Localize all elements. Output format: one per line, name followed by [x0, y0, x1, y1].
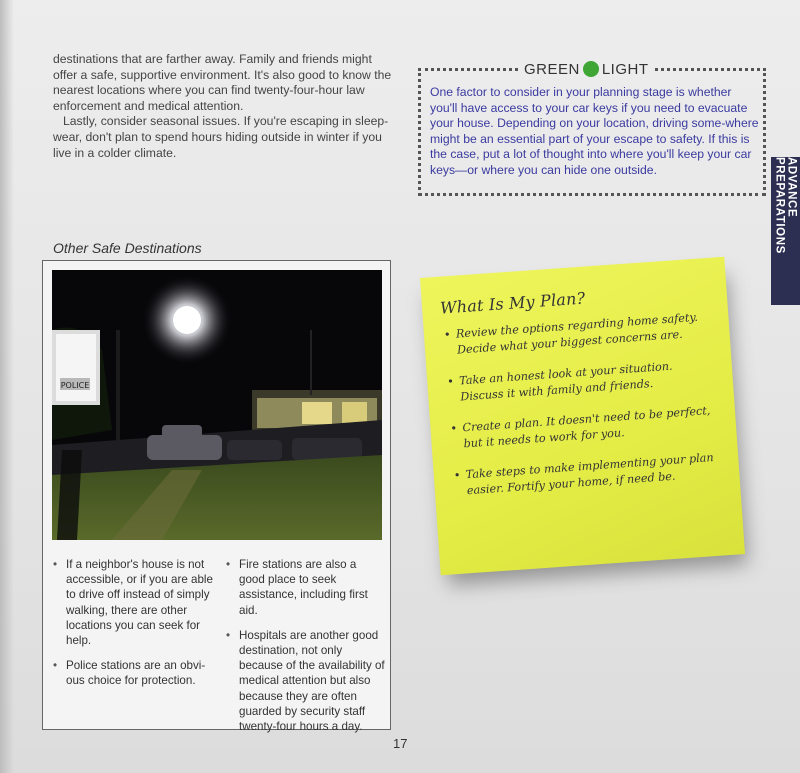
green-light-dot-icon — [583, 61, 599, 77]
green-light-title-right: LIGHT — [601, 60, 649, 78]
plan-item: • Create a plan. It doesn't need to be perfect, but it needs to work for you. — [448, 403, 719, 453]
plan-item: • Review the options regarding home safety. Decide what your biggest concerns are. — [441, 309, 712, 359]
green-light-title-left: GREEN — [524, 60, 580, 78]
police-sign-text: POLICE — [60, 381, 90, 390]
page-gutter-shadow — [0, 0, 14, 773]
list-item: • If a neighbor's house is not accessible, or if you are able to drive off instead of simply walking, there are other locations you can seek for help. — [52, 557, 222, 648]
page-number: 17 — [393, 736, 408, 751]
green-light-text: One factor to consider in your planning stage is whether you'll have access to your car keys if you need to evacuate your house. Depending on your location, driving some-where might be an essential part of your escape to safety. If this is the case, put a lot of thought into where you'll keep your car keys—or where you can hide one outside. — [430, 85, 759, 177]
intro-paragraph-2: Lastly, consider seasonal issues. If you're escaping in sleep-wear, don't plan to spend hours hiding outside in winter if you live in a colder climate. — [53, 114, 389, 160]
list-item: • Fire stations are also a good place to seek assistance, including first aid. — [225, 557, 385, 618]
plan-title: What Is My Plan? — [439, 288, 586, 318]
plan-item: • Take an honest look at your situation. Discuss it with family and friends. — [445, 356, 716, 406]
intro-text — [53, 52, 398, 161]
plan-item: • Take steps to make implementing your plan easier. Fortify your home, if need be. — [451, 450, 722, 500]
intro-paragraph-1: destinations that are farther away. Family and friends might offer a safe, supportive environment. It's also good to know the nearest locations where you can find twenty-four-hour law enforcement and medical attention. — [53, 52, 392, 113]
section-side-tab-label: ADVANCE PREPARATIONS — [773, 157, 798, 254]
figure-bullets-left — [52, 557, 222, 699]
plan-sticky-note — [420, 255, 750, 585]
list-item: • Police stations are an obvi-ous choice for protection. — [52, 658, 222, 688]
list-item: • Hospitals are another good destination, not only because of the availability of medical attention but also because they are often guarded by security staff twenty-four hours a day. — [225, 628, 385, 734]
section-side-tab — [771, 157, 800, 305]
green-light-title — [524, 58, 649, 80]
sticky-note — [420, 257, 745, 576]
figure-bullets-right — [225, 557, 385, 744]
figure-title: Other Safe Destinations — [53, 240, 202, 256]
night-street-illustration — [52, 270, 382, 540]
night-street-photo — [52, 270, 382, 540]
